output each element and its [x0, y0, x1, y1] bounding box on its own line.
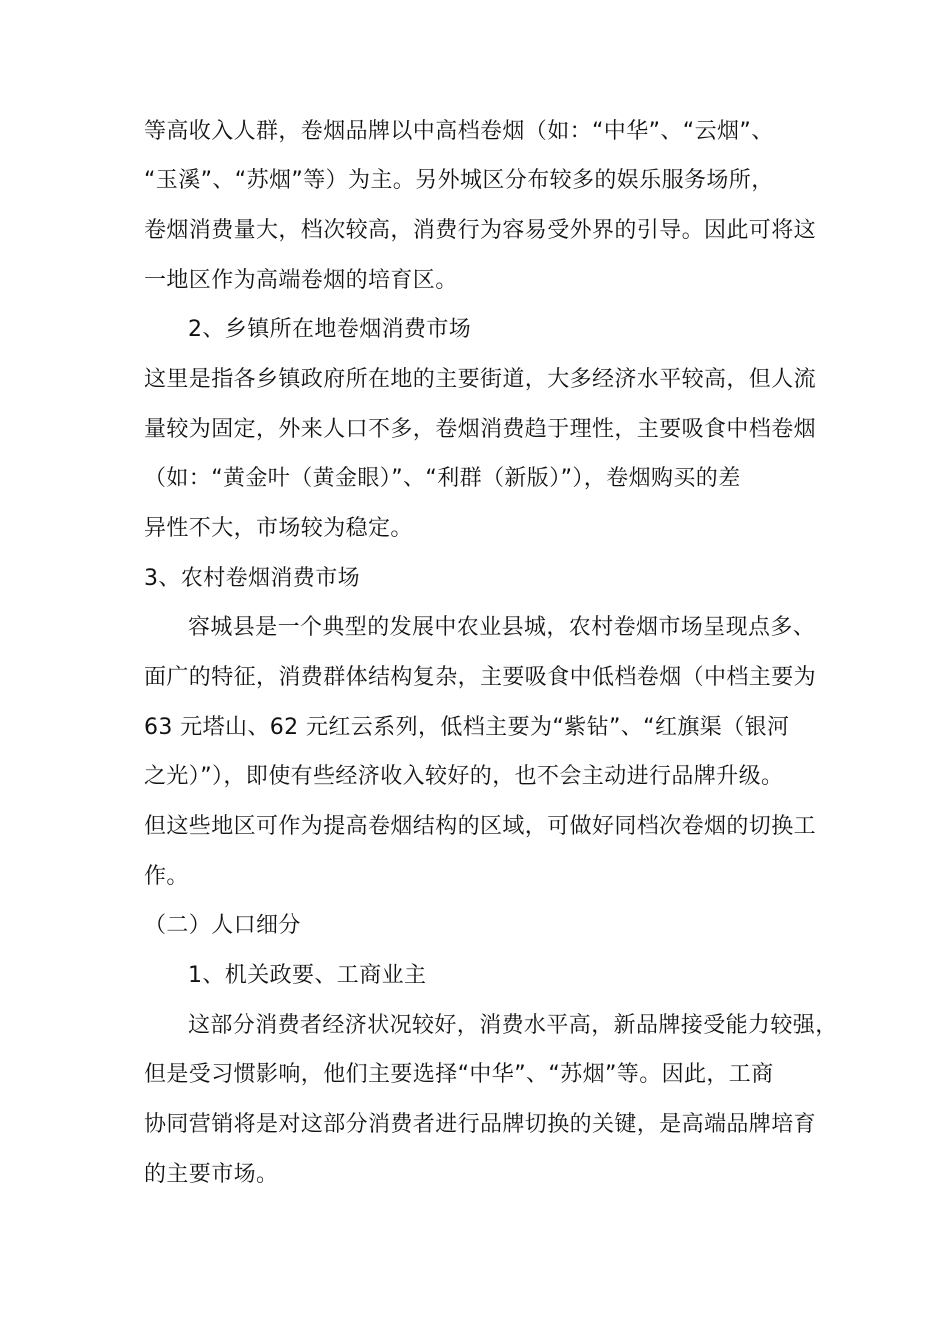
section-heading: 3、农村卷烟消费市场 — [144, 566, 360, 591]
text-line: “玉溪”、“苏烟”等）为主。另外城区分布较多的娱乐服务场所， — [144, 168, 774, 193]
text-line: 作。 — [144, 864, 189, 889]
section-heading: （二）人口细分 — [144, 913, 301, 938]
text-line: 异性不大，市场较为稳定。 — [144, 516, 413, 541]
text-line: 但这些地区可作为提高卷烟结构的区域，可做好同档次卷烟的切换工 — [144, 814, 817, 839]
text-line: 容城县是一个典型的发展中农业县城，农村卷烟市场呈现点多、 — [188, 615, 816, 640]
text-line: 一地区作为高端卷烟的培育区。 — [144, 268, 458, 293]
text-line: 但是受习惯影响，他们主要选择“中华”、“苏烟”等。因此，工商 — [144, 1062, 774, 1087]
text-line: 之光）”），即使有些经济收入较好的，也不会主动进行品牌升级。 — [144, 764, 784, 789]
text-line: 面广的特征，消费群体结构复杂，主要吸食中低档卷烟（中档主要为 — [144, 665, 817, 690]
text-line: 等高收入人群，卷烟品牌以中高档卷烟（如：“中华”、“云烟”、 — [144, 119, 774, 144]
text-line: 这部分消费者经济状况较好，消费水平高，新品牌接受能力较强， — [188, 1013, 838, 1038]
section-heading: 1、机关政要、工商业主 — [188, 963, 427, 988]
text-line: 协同营销将是对这部分消费者进行品牌切换的关键，是高端品牌培育 — [144, 1112, 817, 1137]
section-heading: 2、乡镇所在地卷烟消费市场 — [188, 317, 472, 342]
text-line: 63 元塔山、62 元红云系列，低档主要为“紫钻”、“红旗渠（银河 — [144, 715, 790, 740]
text-line: （如：“黄金叶（黄金眼）”、“利群（新版）”），卷烟购买的差 — [144, 466, 741, 491]
text-line: 的主要市场。 — [144, 1162, 279, 1187]
text-line: 这里是指各乡镇政府所在地的主要街道，大多经济水平较高，但人流 — [144, 367, 817, 392]
text-line: 卷烟消费量大，档次较高，消费行为容易受外界的引导。因此可将这 — [144, 218, 817, 243]
text-line: 量较为固定，外来人口不多，卷烟消费趋于理性，主要吸食中档卷烟 — [144, 417, 817, 442]
